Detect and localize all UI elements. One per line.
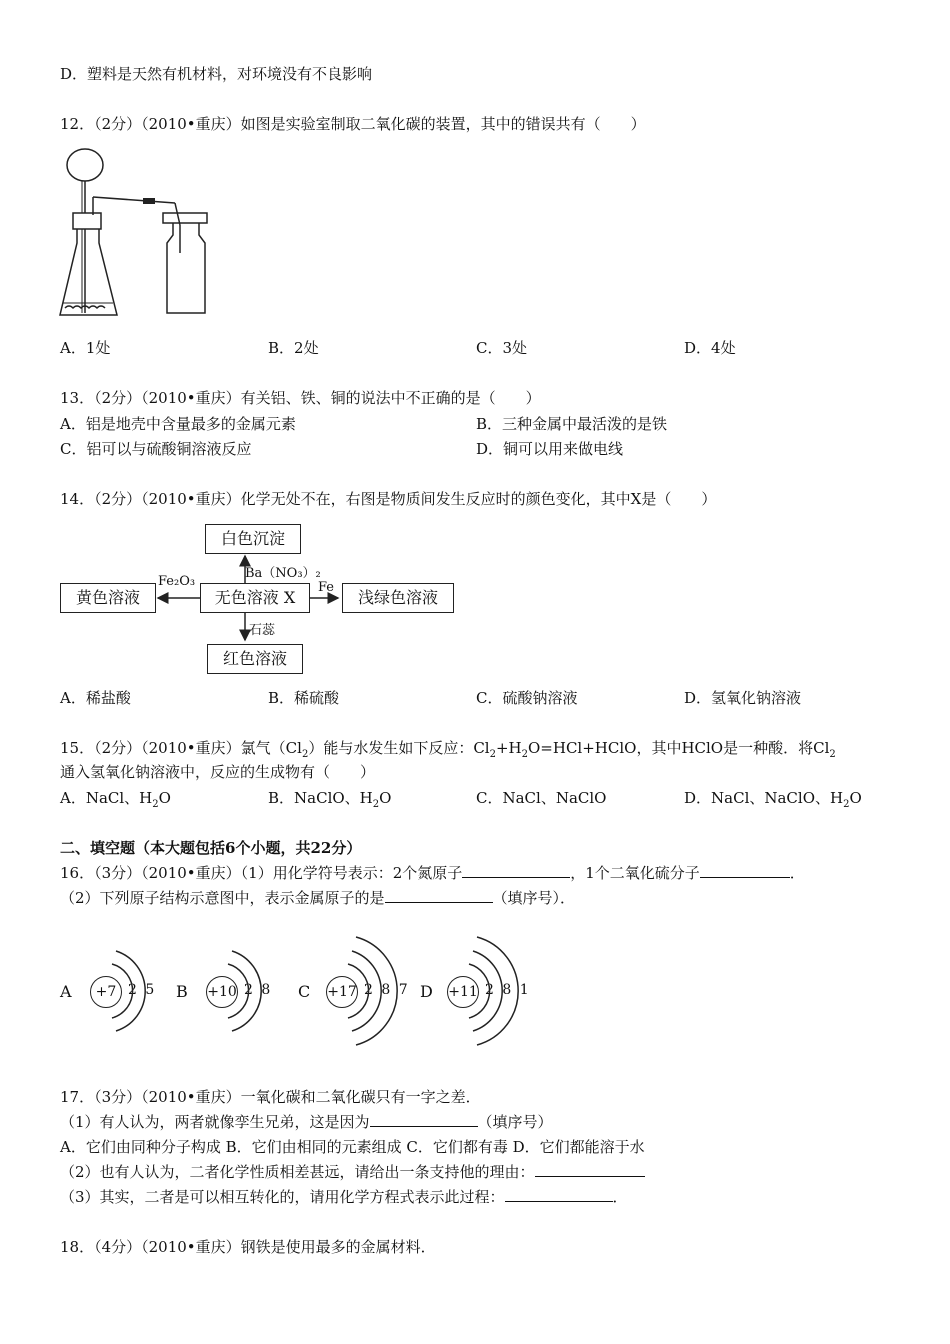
box-red-solution: 红色溶液 <box>207 644 303 674</box>
q17-part1: （1）有人认为，两者就像孪生兄弟，这是因为 （填序号） <box>60 1113 553 1131</box>
q15-option-a[interactable]: A．NaCl、$H_2O$ <box>60 789 171 810</box>
q17-choices: A．它们由同种分子构成 B．它们由相同的元素组成 C．它们都有毒 D．它们都能溶于水 <box>60 1138 645 1156</box>
reagent-litmus: 石蕊 <box>249 623 276 638</box>
q12-option-d[interactable]: D．4处 <box>684 339 736 357</box>
q14-option-b[interactable]: B．稀硫酸 <box>268 689 340 707</box>
q13-option-a[interactable]: A．铝是地壳中含量最多的金属元素 <box>60 415 296 433</box>
section-2-title: 二、填空题（本大题包括6个小题，共22分） <box>60 839 362 857</box>
q17-part2: （2）也有人认为，二者化学性质相差甚远，请给出一条支持他的理由： <box>60 1162 645 1182</box>
q17-blank-3[interactable] <box>505 1187 613 1202</box>
q16-line1: 16．（3分）（2010•重庆）（1）用化学符号表示：2个氮原子 ，1个二氧化硫分子 ． <box>60 864 805 882</box>
q13-option-d[interactable]: D．铜可以用来做电线 <box>476 440 624 458</box>
q15-option-d[interactable]: D．NaCl、NaClO、$H_2O$ <box>684 789 862 810</box>
q17-blank-2[interactable] <box>535 1162 645 1177</box>
reagent-fe2o3: Fe₂O₃ <box>158 574 196 589</box>
q14-option-a[interactable]: A．稀盐酸 <box>60 689 131 707</box>
q13-option-b[interactable]: B．三种金属中最活泼的是铁 <box>476 415 668 433</box>
q12-option-b[interactable]: B．2处 <box>268 339 319 357</box>
q18-stem: 18．（4分）（2010•重庆）钢铁是使用最多的金属材料． <box>60 1238 436 1256</box>
box-light-green-solution: 浅绿色溶液 <box>342 583 454 613</box>
box-white-precipitate: 白色沉淀 <box>205 524 301 554</box>
q17-stem: 17．（3分）（2010•重庆）一氧化碳和二氧化碳只有一字之差． <box>60 1088 481 1106</box>
q14-option-c[interactable]: C．硫酸钠溶液 <box>476 689 578 707</box>
q14-option-d[interactable]: D．氢氧化钠溶液 <box>684 689 802 707</box>
q13-stem: 13．（2分）（2010•重庆）有关铝、铁、铜的说法中不正确的是（ ） <box>60 389 541 407</box>
q11-option-d: D．塑料是天然有机材料，对环境没有不良影响 <box>60 65 373 83</box>
q15-stem-line2: 通入氢氧化钠溶液中，反应的生成物有（ ） <box>60 763 376 781</box>
q17-part3: （3）其实，二者是可以相互转化的，请用化学方程式表示此过程： ． <box>60 1188 628 1206</box>
q15-stem-line1: 15．（2分）（2010•重庆）氯气$(Cl_2)$能与水发生如下反应：$Cl_2+H_2O=HCl+HClO$，其中HClO是一种酸．将$Cl_2$ <box>60 739 836 760</box>
q12-stem: 12．（2分）（2010•重庆）如图是实验室制取二氧化碳的装置，其中的错误共有（ ） <box>60 115 646 133</box>
box-colorless-solution-x: 无色溶液 X <box>200 583 310 613</box>
q16-line2: （2）下列原子结构示意图中，表示金属原子的是 （填序号）． <box>60 889 576 907</box>
q12-option-a[interactable]: A．1处 <box>60 339 111 357</box>
q13-option-c[interactable]: C．铝可以与硫酸铜溶液反应 <box>60 440 252 458</box>
reagent-fe: Fe <box>318 580 335 595</box>
q12-option-c[interactable]: C．3处 <box>476 339 528 357</box>
box-yellow-solution: 黄色溶液 <box>60 583 156 613</box>
q15-option-c[interactable]: C．NaCl、NaClO <box>476 789 607 807</box>
q15-option-b[interactable]: B．NaClO、$H_2O$ <box>268 789 392 810</box>
reagent-ba-no3: Ba（NO₃）₂ <box>245 566 321 581</box>
q17-blank-1[interactable] <box>370 1112 478 1127</box>
q14-stem: 14．（2分）（2010•重庆）化学无处不在，右图是物质间发生反应时的颜色变化，其中X是（ ） <box>60 490 717 508</box>
